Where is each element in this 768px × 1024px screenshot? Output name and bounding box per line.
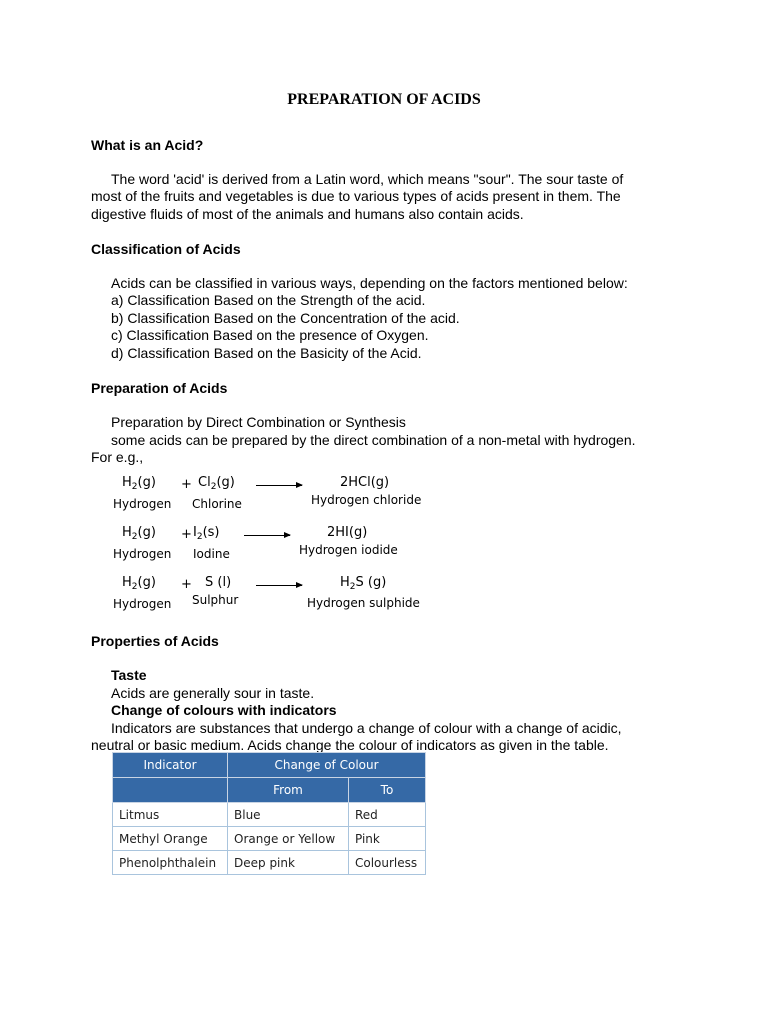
column-header-empty <box>113 778 228 803</box>
list-item: b) Classification Based on the Concentration of the acid. <box>111 310 460 326</box>
product-formula: $H_2S$ (g) <box>340 575 387 592</box>
paragraph-line: digestive fluids of most of the animals and humans also contain acids. <box>91 206 524 222</box>
paragraph-line: Indicators are substances that undergo a change of colour with a change of acidic, <box>111 720 622 736</box>
table-row <box>113 851 426 875</box>
plus-sign: + <box>181 577 192 592</box>
reaction-arrow <box>256 485 302 486</box>
paragraph-line: The word 'acid' is derived from a Latin word, which means "sour". The sour taste of <box>111 171 624 187</box>
table-row <box>113 827 426 851</box>
product-name: Hydrogen chloride <box>311 493 422 507</box>
list-item: d) Classification Based on the Basicity of the Acid. <box>111 345 422 361</box>
reactant-name: Iodine <box>193 547 230 561</box>
reactant-name: Hydrogen <box>113 547 172 561</box>
reactant-name: Chlorine <box>192 497 242 511</box>
reactant-formula: $Cl_2(g)$ <box>198 475 235 492</box>
table-cell: Blue <box>228 803 349 827</box>
paragraph-line: Preparation by Direct Combination or Synthesis <box>111 414 406 430</box>
indicator-table <box>112 752 426 875</box>
product-formula: 2HCl(g) <box>340 475 390 490</box>
subheading-taste: Taste <box>111 667 147 683</box>
paragraph-line: neutral or basic medium. Acids change the colour of indicators as given in the table. <box>91 737 609 753</box>
column-header-from: From <box>228 778 349 803</box>
table-cell: Colourless <box>349 851 426 875</box>
column-header-to: To <box>349 778 426 803</box>
paragraph-line: most of the fruits and vegetables is due to various types of acids present in them. The <box>91 188 621 204</box>
table-subheader-row <box>113 778 426 803</box>
paragraph-line: For e.g., <box>91 449 144 465</box>
product-formula: 2HI(g) <box>327 525 368 540</box>
reactant-formula: $H_2(g)$ <box>122 575 156 592</box>
table-header-row <box>113 753 426 778</box>
list-item: a) Classification Based on the Strength of the acid. <box>111 292 426 308</box>
reactant-formula: S (l) <box>205 575 232 590</box>
subheading-indicators: Change of colours with indicators <box>111 702 337 718</box>
section-heading-what-is-acid: What is an Acid? <box>91 137 204 153</box>
table-cell: Deep pink <box>228 851 349 875</box>
paragraph-line: Acids can be classified in various ways, depending on the factors mentioned below: <box>111 275 628 291</box>
table-cell: Red <box>349 803 426 827</box>
reactant-name: Hydrogen <box>113 597 172 611</box>
table-cell: Methyl Orange <box>113 827 228 851</box>
paragraph-line: Acids are generally sour in taste. <box>111 685 315 701</box>
page-title: PREPARATION OF ACIDS <box>287 91 481 108</box>
list-item: c) Classification Based on the presence of Oxygen. <box>111 327 429 343</box>
paragraph-line: some acids can be prepared by the direct combination of a non-metal with hydrogen. <box>111 432 636 448</box>
table-cell: Phenolphthalein <box>113 851 228 875</box>
table-row <box>113 803 426 827</box>
section-heading-classification: Classification of Acids <box>91 241 241 257</box>
reaction-arrow <box>256 585 302 586</box>
reaction-arrow <box>244 535 290 536</box>
column-header-change-of-colour: Change of Colour <box>228 753 426 778</box>
reactant-formula: $H_2(g)$ <box>122 475 156 492</box>
section-heading-preparation: Preparation of Acids <box>91 380 228 396</box>
table-cell: Pink <box>349 827 426 851</box>
section-heading-properties: Properties of Acids <box>91 633 219 649</box>
plus-sign: + <box>181 527 192 542</box>
product-name: Hydrogen sulphide <box>307 596 420 610</box>
product-name: Hydrogen iodide <box>299 543 398 557</box>
reactant-formula: $H_2(g)$ <box>122 525 156 542</box>
table-cell: Litmus <box>113 803 228 827</box>
reactant-formula: $I_2(s)$ <box>193 525 220 542</box>
plus-sign: + <box>181 477 192 492</box>
reactant-name: Sulphur <box>192 593 239 607</box>
column-header-indicator: Indicator <box>113 753 228 778</box>
reactant-name: Hydrogen <box>113 497 172 511</box>
table-cell: Orange or Yellow <box>228 827 349 851</box>
